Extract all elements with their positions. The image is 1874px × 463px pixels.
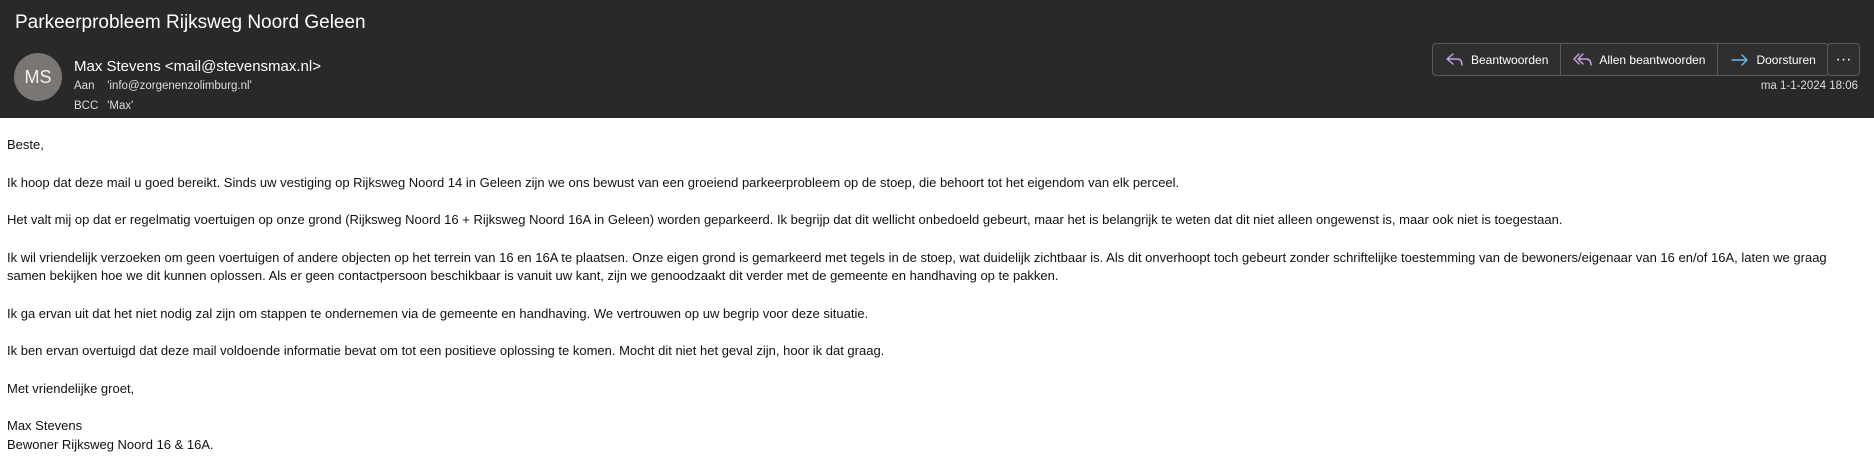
forward-label: Doorsturen xyxy=(1756,52,1816,67)
email-subject: Parkeerprobleem Rijksweg Noord Geleen xyxy=(15,12,366,33)
reply-all-button[interactable] xyxy=(1560,44,1717,75)
paragraph-5: Ik ben ervan overtuigd dat deze mail voldoende informatie bevat om tot een positieve oplossing te komen. Mocht dit niet het geval zijn, hoor ik dat graag. xyxy=(7,343,885,358)
bcc-recipient[interactable]: 'Max' xyxy=(107,100,134,112)
paragraph-2: Het valt mij op dat er regelmatig voertuigen op onze grond (Rijksweg Noord 16 + Rijksweg Noord 16A in Geleen) worden geparkeerd. Ik begrijp dat dit wellicht onbedoeld gebeurt, maar het is belangrijk te weten dat dit niet alleen ongewenst is, maar ook niet is toegestaan. xyxy=(7,212,1563,227)
reply-icon xyxy=(1445,52,1465,68)
forward-icon xyxy=(1730,52,1750,68)
avatar-initials: MS xyxy=(24,66,52,87)
reply-all-icon xyxy=(1573,52,1593,68)
to-label: Aan xyxy=(74,80,95,92)
message-actions xyxy=(1432,43,1829,76)
sender-avatar[interactable] xyxy=(14,53,62,101)
signature-line: Bewoner Rijksweg Noord 16 & 16A. xyxy=(7,436,214,452)
more-icon: ··· xyxy=(1835,50,1852,68)
email-header xyxy=(0,0,1874,118)
paragraph-1: Ik hoop dat deze mail u goed bereikt. Sinds uw vestiging op Rijksweg Noord 14 in Geleen zijn we ons bewust van een groeiend parkeerprobleem op de stoep, die behoort tot het eigendom van elk perceel. xyxy=(7,174,1180,190)
closing: Met vriendelijke groet, xyxy=(7,380,135,396)
forward-button[interactable] xyxy=(1717,44,1827,75)
sent-date: ma 1-1-2024 18:06 xyxy=(1760,80,1858,92)
reply-button[interactable] xyxy=(1433,44,1560,75)
paragraph-3: Ik wil vriendelijk verzoeken om geen voertuigen of andere objecten op het terrein van 16 en 16A te plaatsen. Onze eigen grond is gemarkeerd met tegels in de stoep, wat duidelijk zichtbaar is. Als dit onverhoopt toch gebeurt zonder schriftelijke toestemming van de bewoners/eigenaar van 16 en/of 16A, laten we graag samen bekijken hoe we dit kunnen oplossen. Als er geen contactpersoon beschikbaar is vanuit uw kant, zijn we genoodzaakt dit verder met de gemeente en handhaving op te pakken. xyxy=(7,249,1827,283)
sender-name[interactable]: Max Stevens <mail@stevensmax.nl> xyxy=(74,58,321,75)
more-actions-button[interactable] xyxy=(1827,43,1860,76)
reply-label: Beantwoorden xyxy=(1471,52,1549,67)
email-body xyxy=(0,118,1874,454)
recipient-to-row xyxy=(74,80,252,92)
bcc-label: BCC xyxy=(74,100,99,112)
paragraph-4: Ik ga ervan uit dat het niet nodig zal zijn om stappen te ondernemen via de gemeente en handhaving. We vertrouwen op uw begrip voor deze situatie. xyxy=(7,305,869,321)
signature-name: Max Stevens xyxy=(7,418,83,433)
to-recipient[interactable]: 'info@zorgenenzolimburg.nl' xyxy=(107,80,252,92)
reply-all-label: Allen beantwoorden xyxy=(1599,52,1706,67)
recipient-bcc-row xyxy=(74,100,133,112)
greeting: Beste, xyxy=(7,137,44,152)
